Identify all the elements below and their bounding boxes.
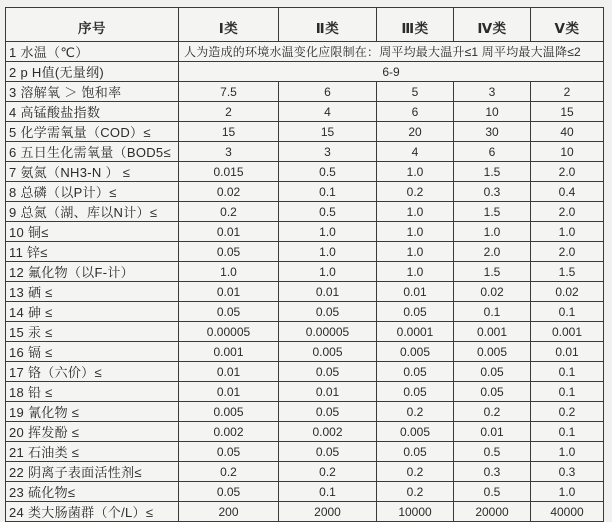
header-class-3: Ⅲ类 [377, 8, 454, 42]
cell-value: 15 [531, 102, 604, 122]
cell-value: 0.3 [531, 462, 604, 482]
row-label: 13 硒 ≤ [6, 282, 179, 302]
table-row [6, 402, 604, 422]
row-label: 21 石油类 ≤ [6, 442, 179, 462]
cell-value: 1.0 [377, 222, 454, 242]
table-row [6, 242, 604, 262]
table-row [6, 162, 604, 182]
cell-value: 6 [279, 82, 377, 102]
cell-value: 0.05 [279, 362, 377, 382]
table-row [6, 282, 604, 302]
cell-value: 0.01 [179, 362, 279, 382]
cell-value: 0.2 [377, 462, 454, 482]
row-label: 15 汞 ≤ [6, 322, 179, 342]
cell-value: 15 [279, 122, 377, 142]
row-label: 11 锌≤ [6, 242, 179, 262]
cell-value: 1.0 [531, 482, 604, 502]
table-row [6, 302, 604, 322]
cell-value: 10 [454, 102, 531, 122]
cell-value: 40 [531, 122, 604, 142]
cell-value: 0.01 [179, 222, 279, 242]
cell-value: 0.05 [179, 442, 279, 462]
table-row [6, 202, 604, 222]
table-row [6, 422, 604, 442]
cell-value: 1.0 [454, 222, 531, 242]
cell-value: 0.001 [531, 322, 604, 342]
cell-value: 0.5 [279, 202, 377, 222]
row-label: 20 挥发酚 ≤ [6, 422, 179, 442]
row-label: 22 阴离子表面活性剂≤ [6, 462, 179, 482]
table-row [6, 322, 604, 342]
cell-value: 1.5 [454, 202, 531, 222]
cell-value: 1.5 [454, 262, 531, 282]
cell-value: 0.1 [531, 422, 604, 442]
cell-value: 0.00005 [279, 322, 377, 342]
cell-value: 1.0 [377, 262, 454, 282]
cell-value: 1.0 [531, 222, 604, 242]
table-row [6, 222, 604, 242]
row-label: 1 水温（℃） [6, 42, 179, 62]
cell-value: 15 [179, 122, 279, 142]
header-class-4: Ⅳ类 [454, 8, 531, 42]
table-row [6, 382, 604, 402]
cell-value: 0.05 [377, 302, 454, 322]
cell-value: 6 [454, 142, 531, 162]
header-class-5: Ⅴ类 [531, 8, 604, 42]
row-label: 14 砷 ≤ [6, 302, 179, 322]
cell-value: 0.2 [377, 482, 454, 502]
table-row [6, 342, 604, 362]
row-label: 10 铜≤ [6, 222, 179, 242]
cell-value: 5 [377, 82, 454, 102]
cell-value: 0.002 [279, 422, 377, 442]
cell-value: 0.05 [279, 302, 377, 322]
cell-value: 0.01 [279, 382, 377, 402]
cell-value: 0.05 [454, 382, 531, 402]
cell-value: 1.0 [377, 242, 454, 262]
row-label: 5 化学需氧量（COD）≤ [6, 122, 179, 142]
cell-value: 10000 [377, 502, 454, 522]
cell-value: 0.05 [179, 482, 279, 502]
cell-value: 1.5 [454, 162, 531, 182]
cell-value: 0.05 [377, 362, 454, 382]
row-label: 8 总磷（以P计）≤ [6, 182, 179, 202]
cell-value: 1.0 [279, 262, 377, 282]
cell-value: 7.5 [179, 82, 279, 102]
cell-value: 0.2 [279, 462, 377, 482]
row-span-value: 6-9 [179, 62, 604, 82]
cell-value: 0.001 [454, 322, 531, 342]
cell-value: 0.1 [279, 182, 377, 202]
water-quality-standards-table [5, 7, 604, 522]
cell-value: 200 [179, 502, 279, 522]
cell-value: 6 [377, 102, 454, 122]
table-body [6, 42, 604, 522]
cell-value: 2.0 [531, 242, 604, 262]
cell-value: 1.0 [377, 162, 454, 182]
cell-value: 0.5 [279, 162, 377, 182]
cell-value: 20000 [454, 502, 531, 522]
table-row [6, 42, 604, 62]
cell-value: 1.0 [377, 202, 454, 222]
cell-value: 10 [531, 142, 604, 162]
cell-value: 0.2 [454, 402, 531, 422]
cell-value: 2.0 [531, 162, 604, 182]
table-row [6, 502, 604, 522]
table-row [6, 442, 604, 462]
cell-value: 0.2 [377, 402, 454, 422]
cell-value: 1.0 [531, 442, 604, 462]
cell-value: 0.05 [454, 362, 531, 382]
cell-value: 0.1 [454, 302, 531, 322]
table-row [6, 482, 604, 502]
table-row [6, 142, 604, 162]
cell-value: 0.00005 [179, 322, 279, 342]
header-serial-number: 序号 [6, 8, 179, 42]
cell-value: 0.2 [179, 202, 279, 222]
row-label: 16 镉 ≤ [6, 342, 179, 362]
row-label: 6 五日生化需氧量（BOD5≤ [6, 142, 179, 162]
table-header-row [6, 8, 604, 42]
cell-value: 4 [377, 142, 454, 162]
row-label: 4 高锰酸盐指数 [6, 102, 179, 122]
cell-value: 2000 [279, 502, 377, 522]
row-label: 23 硫化物≤ [6, 482, 179, 502]
cell-value: 0.0001 [377, 322, 454, 342]
row-label: 12 氟化物（以F-计） [6, 262, 179, 282]
cell-value: 0.01 [531, 342, 604, 362]
table-row [6, 262, 604, 282]
row-label: 18 铅 ≤ [6, 382, 179, 402]
table-row [6, 102, 604, 122]
row-label: 3 溶解氧 ＞ 饱和率 [6, 82, 179, 102]
cell-value: 0.015 [179, 162, 279, 182]
cell-value: 0.02 [454, 282, 531, 302]
cell-value: 2.0 [454, 242, 531, 262]
row-label: 9 总氮（湖、库以N计）≤ [6, 202, 179, 222]
cell-value: 0.5 [454, 482, 531, 502]
cell-value: 4 [279, 102, 377, 122]
cell-value: 0.05 [279, 442, 377, 462]
cell-value: 0.01 [454, 422, 531, 442]
cell-value: 0.2 [531, 402, 604, 422]
cell-value: 0.2 [179, 462, 279, 482]
cell-value: 0.005 [179, 402, 279, 422]
cell-value: 0.4 [531, 182, 604, 202]
table-row [6, 362, 604, 382]
cell-value: 0.05 [179, 302, 279, 322]
table-row [6, 182, 604, 202]
cell-value: 0.02 [531, 282, 604, 302]
cell-value: 0.3 [454, 462, 531, 482]
row-span-value: 人为造成的环境水温变化应限制在：周平均最大温升≤1 周平均最大温降≤2 [179, 42, 604, 62]
cell-value: 0.005 [454, 342, 531, 362]
row-label: 2 p H值(无量纲) [6, 62, 179, 82]
cell-value: 0.01 [279, 282, 377, 302]
cell-value: 3 [454, 82, 531, 102]
cell-value: 2.0 [531, 202, 604, 222]
cell-value: 3 [279, 142, 377, 162]
cell-value: 0.1 [279, 482, 377, 502]
cell-value: 1.0 [279, 222, 377, 242]
row-label: 7 氨氮（NH3-N ） ≤ [6, 162, 179, 182]
table-row [6, 82, 604, 102]
cell-value: 0.01 [179, 282, 279, 302]
cell-value: 0.002 [179, 422, 279, 442]
header-class-2: Ⅱ类 [279, 8, 377, 42]
cell-value: 0.1 [531, 362, 604, 382]
cell-value: 1.5 [531, 262, 604, 282]
cell-value: 0.005 [377, 422, 454, 442]
cell-value: 1.0 [179, 262, 279, 282]
row-label: 19 氰化物 ≤ [6, 402, 179, 422]
cell-value: 30 [454, 122, 531, 142]
cell-value: 0.2 [377, 182, 454, 202]
cell-value: 0.5 [454, 442, 531, 462]
cell-value: 0.05 [377, 442, 454, 462]
cell-value: 0.01 [377, 282, 454, 302]
cell-value: 20 [377, 122, 454, 142]
cell-value: 1.0 [279, 242, 377, 262]
cell-value: 0.1 [531, 302, 604, 322]
cell-value: 0.01 [179, 382, 279, 402]
cell-value: 2 [531, 82, 604, 102]
cell-value: 0.05 [377, 382, 454, 402]
row-label: 24 类大肠菌群（个/L）≤ [6, 502, 179, 522]
cell-value: 0.3 [454, 182, 531, 202]
table-row [6, 62, 604, 82]
cell-value: 0.05 [279, 402, 377, 422]
cell-value: 3 [179, 142, 279, 162]
header-class-1: Ⅰ类 [179, 8, 279, 42]
table-row [6, 122, 604, 142]
cell-value: 0.1 [531, 382, 604, 402]
cell-value: 2 [179, 102, 279, 122]
cell-value: 0.005 [279, 342, 377, 362]
cell-value: 0.001 [179, 342, 279, 362]
cell-value: 0.02 [179, 182, 279, 202]
cell-value: 0.05 [179, 242, 279, 262]
cell-value: 40000 [531, 502, 604, 522]
cell-value: 0.005 [377, 342, 454, 362]
row-label: 17 铬（六价）≤ [6, 362, 179, 382]
